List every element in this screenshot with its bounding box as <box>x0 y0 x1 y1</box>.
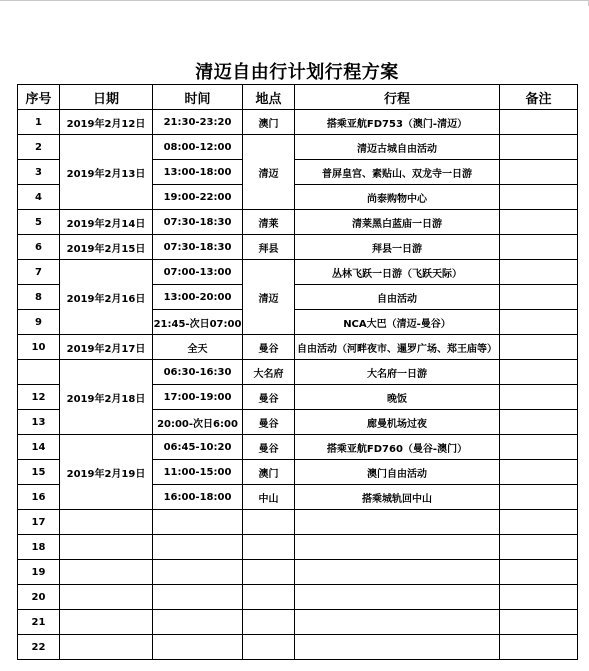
row-note[interactable] <box>500 410 578 435</box>
row-time[interactable]: 13:00-18:00 <box>153 160 243 185</box>
row-date[interactable]: 2019年2月17日 <box>60 335 153 360</box>
row-date[interactable]: 2019年2月12日 <box>60 110 153 135</box>
row-time[interactable]: 19:00-22:00 <box>153 185 243 210</box>
row-activity[interactable] <box>295 610 500 635</box>
row-number[interactable] <box>18 360 60 385</box>
row-place[interactable]: 曼谷 <box>243 435 295 460</box>
row-note[interactable] <box>500 185 578 210</box>
row-place[interactable]: 清迈 <box>243 260 295 335</box>
row-date[interactable]: 2019年2月15日 <box>60 235 153 260</box>
row-place[interactable]: 澳门 <box>243 460 295 485</box>
row-number[interactable]: 9 <box>18 310 60 335</box>
header-place: 地点 <box>243 85 295 110</box>
row-number[interactable]: 22 <box>18 635 60 660</box>
row-note[interactable] <box>500 260 578 285</box>
table-row <box>18 585 578 610</box>
row-activity[interactable]: 拜县一日游 <box>295 235 500 260</box>
row-time[interactable]: 20:00-次日6:00 <box>153 410 243 435</box>
row-date[interactable]: 2019年2月14日 <box>60 210 153 235</box>
row-activity[interactable] <box>295 560 500 585</box>
row-number[interactable]: 10 <box>18 335 60 360</box>
row-number[interactable]: 6 <box>18 235 60 260</box>
row-place[interactable]: 拜县 <box>243 235 295 260</box>
row-note[interactable] <box>500 110 578 135</box>
row-number[interactable]: 20 <box>18 585 60 610</box>
table-row <box>18 535 578 560</box>
row-time[interactable] <box>153 510 243 535</box>
table-row <box>18 135 578 160</box>
row-place[interactable]: 中山 <box>243 485 295 510</box>
row-place[interactable] <box>243 610 295 635</box>
row-number[interactable]: 16 <box>18 485 60 510</box>
row-place[interactable] <box>243 585 295 610</box>
table-row <box>18 335 578 360</box>
row-note[interactable] <box>500 135 578 160</box>
row-place[interactable] <box>243 510 295 535</box>
row-place[interactable]: 大名府 <box>243 360 295 385</box>
row-number[interactable]: 7 <box>18 260 60 285</box>
table-row <box>18 260 578 285</box>
row-date[interactable] <box>60 585 153 610</box>
row-number[interactable]: 19 <box>18 560 60 585</box>
row-activity[interactable]: 廊曼机场过夜 <box>295 410 500 435</box>
header-itinerary: 行程 <box>295 85 500 110</box>
row-note[interactable] <box>500 335 578 360</box>
row-time[interactable]: 07:30-18:30 <box>153 210 243 235</box>
row-note[interactable] <box>500 210 578 235</box>
row-activity[interactable]: 搭乘城轨回中山 <box>295 485 500 510</box>
row-activity[interactable]: NCA大巴（清迈-曼谷） <box>295 310 500 335</box>
row-time[interactable] <box>153 610 243 635</box>
row-note[interactable] <box>500 510 578 535</box>
table-row <box>18 435 578 460</box>
row-place[interactable]: 曼谷 <box>243 335 295 360</box>
row-place[interactable]: 清迈 <box>243 135 295 210</box>
sheet-top-border <box>0 0 589 1</box>
table-header-row <box>18 85 578 110</box>
row-note[interactable] <box>500 535 578 560</box>
row-date[interactable] <box>60 610 153 635</box>
row-time[interactable]: 06:45-10:20 <box>153 435 243 460</box>
row-time[interactable]: 17:00-19:00 <box>153 385 243 410</box>
row-number[interactable]: 14 <box>18 435 60 460</box>
row-place[interactable]: 曼谷 <box>243 385 295 410</box>
row-number[interactable]: 8 <box>18 285 60 310</box>
row-note[interactable] <box>500 235 578 260</box>
row-activity[interactable]: 自由活动 <box>295 285 500 310</box>
header-number: 序号 <box>18 85 60 110</box>
row-number[interactable]: 17 <box>18 510 60 535</box>
row-date[interactable]: 2019年2月19日 <box>60 435 153 510</box>
row-number[interactable]: 15 <box>18 460 60 485</box>
row-note[interactable] <box>500 485 578 510</box>
row-number[interactable]: 3 <box>18 160 60 185</box>
table-row <box>18 610 578 635</box>
table-row <box>18 235 578 260</box>
row-activity[interactable]: 清迈古城自由活动 <box>295 135 500 160</box>
row-number[interactable]: 2 <box>18 135 60 160</box>
row-time[interactable]: 全天 <box>153 335 243 360</box>
row-time[interactable] <box>153 585 243 610</box>
row-number[interactable]: 18 <box>18 535 60 560</box>
row-date[interactable]: 2019年2月13日 <box>60 135 153 210</box>
table-row <box>18 110 578 135</box>
row-time[interactable]: 07:00-13:00 <box>153 260 243 285</box>
row-activity[interactable]: 澳门自由活动 <box>295 460 500 485</box>
row-activity[interactable]: 搭乘亚航FD760（曼谷-澳门） <box>295 435 500 460</box>
header-time: 时间 <box>153 85 243 110</box>
row-date[interactable] <box>60 535 153 560</box>
row-place[interactable] <box>243 560 295 585</box>
row-number[interactable]: 12 <box>18 385 60 410</box>
row-activity[interactable]: 大名府一日游 <box>295 360 500 385</box>
row-date[interactable] <box>60 510 153 535</box>
row-activity[interactable]: 清莱黑白蓝庙一日游 <box>295 210 500 235</box>
row-time[interactable]: 11:00-15:00 <box>153 460 243 485</box>
row-place[interactable]: 澳门 <box>243 110 295 135</box>
row-time[interactable]: 21:30-23:20 <box>153 110 243 135</box>
table-row <box>18 360 578 385</box>
row-time[interactable]: 13:00-20:00 <box>153 285 243 310</box>
row-time[interactable]: 08:00-12:00 <box>153 135 243 160</box>
page-title: 清迈自由行计划行程方案 <box>195 62 399 83</box>
table-row <box>18 635 578 660</box>
row-number[interactable]: 4 <box>18 185 60 210</box>
row-time[interactable]: 16:00-18:00 <box>153 485 243 510</box>
table-row <box>18 510 578 535</box>
row-note[interactable] <box>500 285 578 310</box>
row-activity[interactable]: 自由活动（河畔夜市、暹罗广场、郑王庙等） <box>295 335 500 360</box>
row-time[interactable]: 21:45-次日07:00 <box>153 310 243 335</box>
row-note[interactable] <box>500 435 578 460</box>
row-activity[interactable]: 普屏皇宫、素贴山、双龙寺一日游 <box>295 160 500 185</box>
row-time[interactable]: 07:30-18:30 <box>153 235 243 260</box>
row-number[interactable]: 1 <box>18 110 60 135</box>
row-note[interactable] <box>500 310 578 335</box>
row-note[interactable] <box>500 585 578 610</box>
row-time[interactable] <box>153 635 243 660</box>
row-activity[interactable] <box>295 535 500 560</box>
header-notes: 备注 <box>500 85 578 110</box>
table-row <box>18 560 578 585</box>
row-note[interactable] <box>500 610 578 635</box>
row-activity[interactable] <box>295 585 500 610</box>
row-note[interactable] <box>500 360 578 385</box>
row-place[interactable]: 曼谷 <box>243 410 295 435</box>
row-note[interactable] <box>500 635 578 660</box>
row-note[interactable] <box>500 385 578 410</box>
table-row <box>18 210 578 235</box>
row-time[interactable] <box>153 560 243 585</box>
row-activity[interactable]: 尚泰购物中心 <box>295 185 500 210</box>
row-place[interactable]: 清莱 <box>243 210 295 235</box>
row-number[interactable]: 21 <box>18 610 60 635</box>
row-activity[interactable]: 丛林飞跃一日游（飞跃天际） <box>295 260 500 285</box>
row-date[interactable]: 2019年2月18日 <box>60 360 153 435</box>
header-date: 日期 <box>60 85 153 110</box>
row-note[interactable] <box>500 460 578 485</box>
itinerary-table <box>17 84 578 660</box>
row-activity[interactable]: 晚饭 <box>295 385 500 410</box>
row-note[interactable] <box>500 560 578 585</box>
row-activity[interactable] <box>295 510 500 535</box>
row-time[interactable]: 06:30-16:30 <box>153 360 243 385</box>
row-place[interactable] <box>243 535 295 560</box>
row-date[interactable] <box>60 560 153 585</box>
row-activity[interactable] <box>295 635 500 660</box>
row-date[interactable] <box>60 635 153 660</box>
row-number[interactable]: 5 <box>18 210 60 235</box>
row-number[interactable]: 13 <box>18 410 60 435</box>
row-date[interactable]: 2019年2月16日 <box>60 260 153 335</box>
row-activity[interactable]: 搭乘亚航FD753（澳门-清迈） <box>295 110 500 135</box>
row-time[interactable] <box>153 535 243 560</box>
row-note[interactable] <box>500 160 578 185</box>
row-place[interactable] <box>243 635 295 660</box>
